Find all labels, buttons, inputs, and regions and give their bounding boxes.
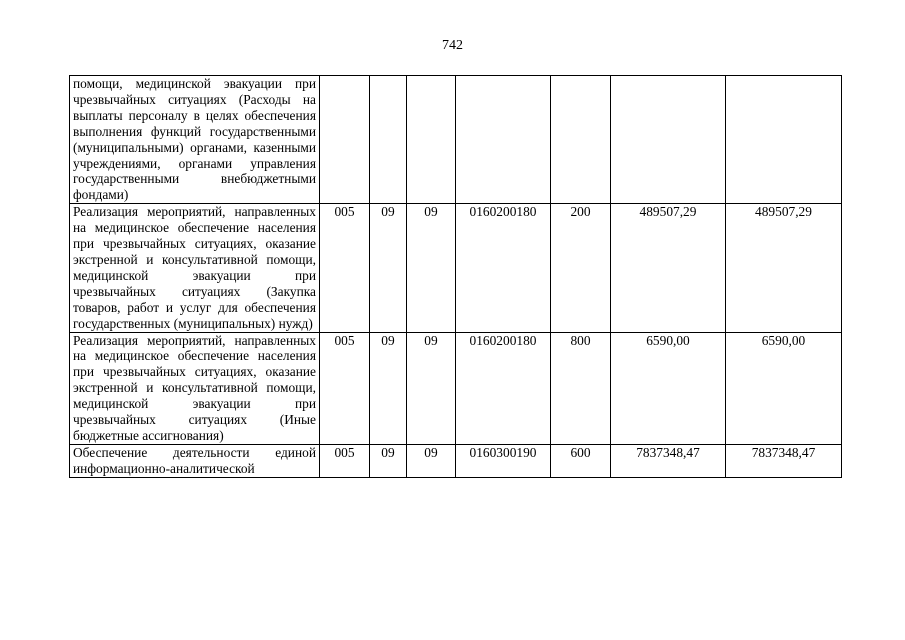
sum-1: 489507,29 xyxy=(611,204,726,332)
subsection-code: 09 xyxy=(407,332,456,444)
section-code: 09 xyxy=(370,332,407,444)
table-row xyxy=(70,444,842,477)
expense-type-code: 200 xyxy=(551,204,611,332)
expense-type-code xyxy=(551,76,611,204)
ministry-code: 005 xyxy=(320,204,370,332)
table-row xyxy=(70,76,842,204)
budget-table xyxy=(69,75,842,478)
sum-2: 6590,00 xyxy=(726,332,842,444)
sum-1: 6590,00 xyxy=(611,332,726,444)
subsection-code xyxy=(407,76,456,204)
target-article-code xyxy=(456,76,551,204)
row-description: помощи, медицинской эвакуации при чрезвычайных ситуациях (Расходы на выплаты персоналу в целях обеспечения выполнения функций государственными (муниципальными) органами, казенными учреждениями, органами управления государственными внебюджетными фондами) xyxy=(70,76,320,204)
table-row xyxy=(70,332,842,444)
row-description: Реализация мероприятий, направленных на медицинское обеспечение населения при чрезвычайных ситуациях, оказание экстренной и консультативной помощи, медицинской эвакуации при чрезвычайных ситуациях (Закупка товаров, работ и услуг для обеспечения государственных (муниципальных) нужд) xyxy=(70,204,320,332)
subsection-code: 09 xyxy=(407,444,456,477)
section-code: 09 xyxy=(370,444,407,477)
section-code: 09 xyxy=(370,204,407,332)
sum-1 xyxy=(611,76,726,204)
target-article-code: 0160200180 xyxy=(456,332,551,444)
ministry-code: 005 xyxy=(320,332,370,444)
section-code xyxy=(370,76,407,204)
target-article-code: 0160200180 xyxy=(456,204,551,332)
sum-1: 7837348,47 xyxy=(611,444,726,477)
ministry-code xyxy=(320,76,370,204)
expense-type-code: 800 xyxy=(551,332,611,444)
target-article-code: 0160300190 xyxy=(456,444,551,477)
sum-2 xyxy=(726,76,842,204)
row-description: Обеспечение деятельности единой информационно-аналитической xyxy=(70,444,320,477)
subsection-code: 09 xyxy=(407,204,456,332)
row-description: Реализация мероприятий, направленных на медицинское обеспечение населения при чрезвычайных ситуациях, оказание экстренной и консультативной помощи, медицинской эвакуации при чрезвычайных ситуациях (Иные бюджетные ассигнования) xyxy=(70,332,320,444)
page-number: 742 xyxy=(442,38,463,53)
ministry-code: 005 xyxy=(320,444,370,477)
expense-type-code: 600 xyxy=(551,444,611,477)
sum-2: 489507,29 xyxy=(726,204,842,332)
sum-2: 7837348,47 xyxy=(726,444,842,477)
table-row xyxy=(70,204,842,332)
